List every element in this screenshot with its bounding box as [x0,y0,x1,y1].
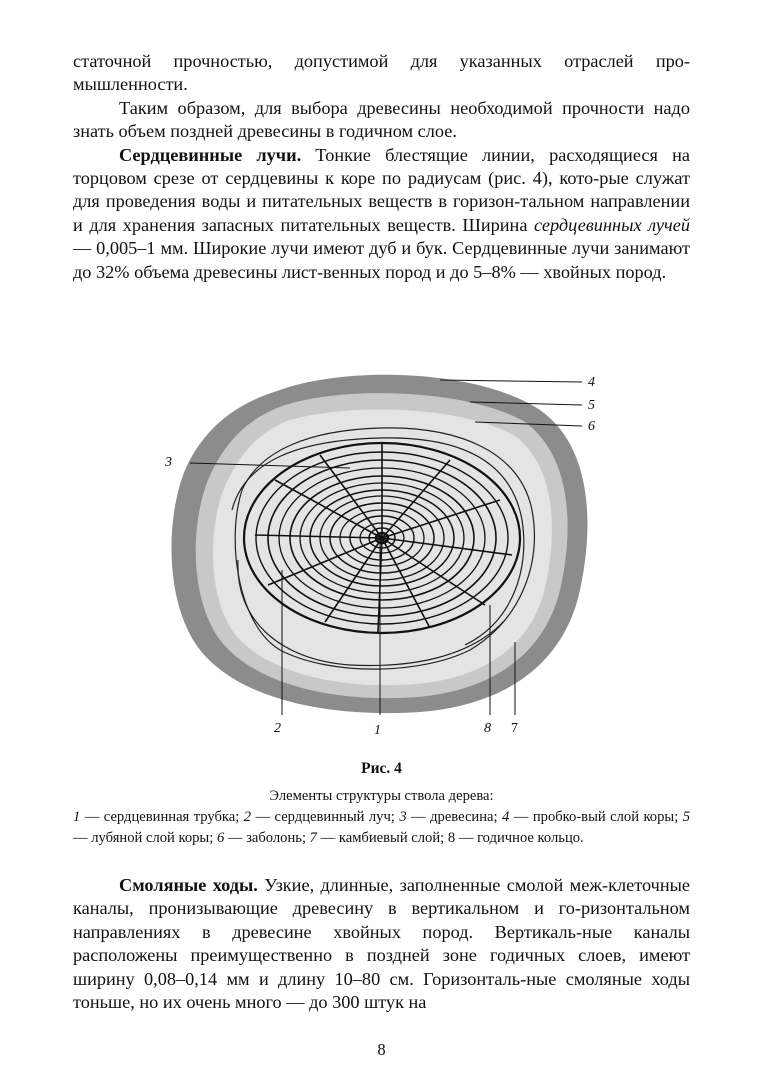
legend-number-4: 4 [502,809,510,825]
paragraph-2: Таким образом, для выбора древесины необходимой прочности надо знать объем поздней древесины в годичном слое. [73,97,690,142]
label-2: 2 [274,721,281,736]
paragraph-resin-ducts-body: Узкие, длинные, заполненные смолой меж-клеточные каналы, пронизывающие древесину в вертикальном и го-ризонтальном направлениях в древесине хвойных пород. Вертикаль-ные каналы расположены преимущественно в поздней зоне годичных слоев, имеют ширину 0,08–0,14 мм и длину 10–80 см. Горизонталь-ные смоляные ходы тоньше, но их очень много — до 300 штук на [73,875,690,1013]
legend-number-1: 1 [73,809,81,825]
label-1: 1 [374,723,381,738]
figure-caption [73,786,690,849]
legend-number-7: 7 [309,830,317,846]
figure-subtitle: Элементы структуры ствола дерева: [269,788,494,804]
label-8: 8 [484,721,491,736]
label-3: 3 [165,455,172,470]
label-5: 5 [588,398,595,413]
legend-number-8: 8 [447,830,456,846]
top-text-block [73,50,690,284]
legend-text-7: — камбиевый слой; [316,830,448,846]
legend-number-6: 6 [216,830,225,846]
legend-number-3: 3 [399,809,407,825]
bottom-text-block [73,874,690,1014]
tree-cross-section-figure [150,360,615,745]
label-7: 7 [511,721,518,736]
figure-title: Рис. 4 [361,760,402,777]
label-4: 4 [588,375,595,390]
heading-resin-ducts: Смоляные ходы. [119,875,258,895]
page-number: 8 [377,1040,386,1059]
legend-text-4: — пробко-вый слой коры; [509,809,683,825]
legend-number-5: 5 [682,809,690,825]
legend-text-2: — сердцевинный луч; [251,809,400,825]
paragraph-1-line-1: статочной прочностью, допустимой для указанных отраслей про- [73,51,690,71]
tree-cross-section-drawing [150,360,615,745]
paragraph-resin-ducts [73,874,690,1014]
paragraph-3 [73,144,690,284]
paragraph-1-line-2: мышленности. [73,74,188,95]
label-6: 6 [588,419,595,434]
figure-legend [73,807,690,849]
paragraph-3-body-1: Тонкие блестящие линии, расходящиеся на торцовом срезе от сердцевины к коре по радиусам (рис. 4), кото-рые служат для проведения воды и питательных веществ в горизон-тальном направлении и для хранения запасных питательных веществ. Ширина [73,144,690,235]
legend-text-5: — лубяной слой коры; [73,830,217,846]
heading-core-rays: Сердцевинные лучи. [119,144,302,165]
legend-text-3: — древесина; [406,809,503,825]
legend-text-6: — заболонь; [224,830,310,846]
paragraph-3-body-2: — 0,005–1 мм. Широкие лучи имеют дуб и бук. Сердцевинные лучи занимают до 32% объема древесины лист-венных пород и до 5–8% — хвойных пород. [73,238,690,282]
paragraph-3-italic: сердцевинных лучей [534,214,690,235]
legend-text-1: — сердцевинная трубка; [80,809,244,825]
legend-text-8: — годичное кольцо. [455,830,584,846]
legend-number-2: 2 [243,809,252,825]
